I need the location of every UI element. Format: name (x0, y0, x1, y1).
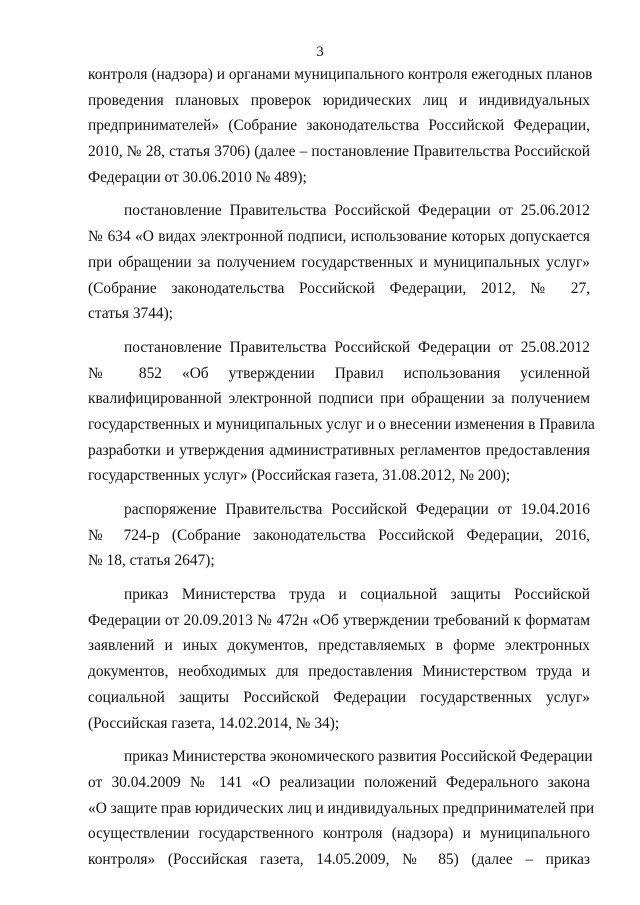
paragraph (88, 198, 590, 326)
text-line: статья 3744); (88, 305, 174, 323)
text-line: приказ Министерства труда и социальной защиты Российской (124, 586, 590, 604)
paragraph (88, 744, 595, 872)
text-line: государственных и муниципальных услуг и о внесении изменения в Правила (88, 415, 595, 433)
text-line: № 852 «Об утверждении Правил использования усиленной (88, 364, 590, 382)
text-line: осуществлении государственного контроля (надзора) и муниципального (88, 825, 590, 843)
text-line: контроля (надзора) и органами муниципального контроля ежегодных планов (88, 66, 593, 83)
text-line: квалифицированной электронной подписи при обращении за получением (88, 390, 590, 408)
text-line: Федерации от 20.09.2013 № 472н «Об утверждении требований к форматам (88, 611, 590, 629)
text-line: разработки и утверждения административных регламентов предоставления (88, 441, 590, 459)
text-line: (Российская газета, 14.02.2014, № 34); (88, 714, 340, 732)
text-line: документов, необходимых для предоставления Министерством труда и (88, 663, 590, 681)
text-line: проведения плановых проверок юридических лиц и индивидуальных (88, 91, 590, 109)
text-line: Федерации от 30.06.2010 № 489); (88, 168, 307, 186)
text-line: постановление Правительства Российской Федерации от 25.06.2012 (124, 202, 590, 220)
text-line: «О защите прав юридических лиц и индивидуальных предпринимателей при (88, 799, 595, 817)
text-line: № 724-р (Собрание законодательства Российской Федерации, 2016, (88, 526, 590, 544)
text-line: контроля» (Российская газета, 14.05.2009, № 85) (далее – приказ (88, 850, 590, 868)
text-line: приказ Министерства экономического развития Российской Федерации (124, 748, 593, 766)
paragraph (88, 497, 590, 574)
document-body (88, 62, 595, 873)
text-line: социальной защиты Российской Федерации государственных услуг» (88, 688, 590, 706)
text-line: (Собрание законодательства Российской Федерации, 2012, № 27, (88, 279, 590, 297)
text-line: распоряжение Правительства Российской Федерации от 19.04.2016 (124, 501, 590, 518)
text-line: постановление Правительства Российской Федерации от 25.08.2012 (124, 338, 590, 356)
text-line: № 18, статья 2647); (88, 552, 215, 570)
text-line: № 634 «О видах электронной подписи, использование которых допускается (88, 228, 590, 246)
text-line: заявлений и иных документов, представляемых в форме электронных (88, 637, 590, 655)
text-line: при обращении за получением государственных и муниципальных услуг» (88, 253, 590, 271)
paragraph (88, 62, 593, 190)
paragraph (88, 582, 590, 736)
text-line: 2010, № 28, статья 3706) (далее – постановление Правительства Российской (88, 143, 590, 161)
text-line: от 30.04.2009 № 141 «О реализации положений Федерального закона (88, 773, 590, 791)
text-line: государственных услуг» (Российская газета, 31.08.2012, № 200); (88, 467, 511, 485)
page-number: 3 (316, 44, 324, 60)
text-line: предпринимателей» (Собрание законодательства Российской Федерации, (88, 117, 590, 135)
paragraph (88, 335, 595, 489)
